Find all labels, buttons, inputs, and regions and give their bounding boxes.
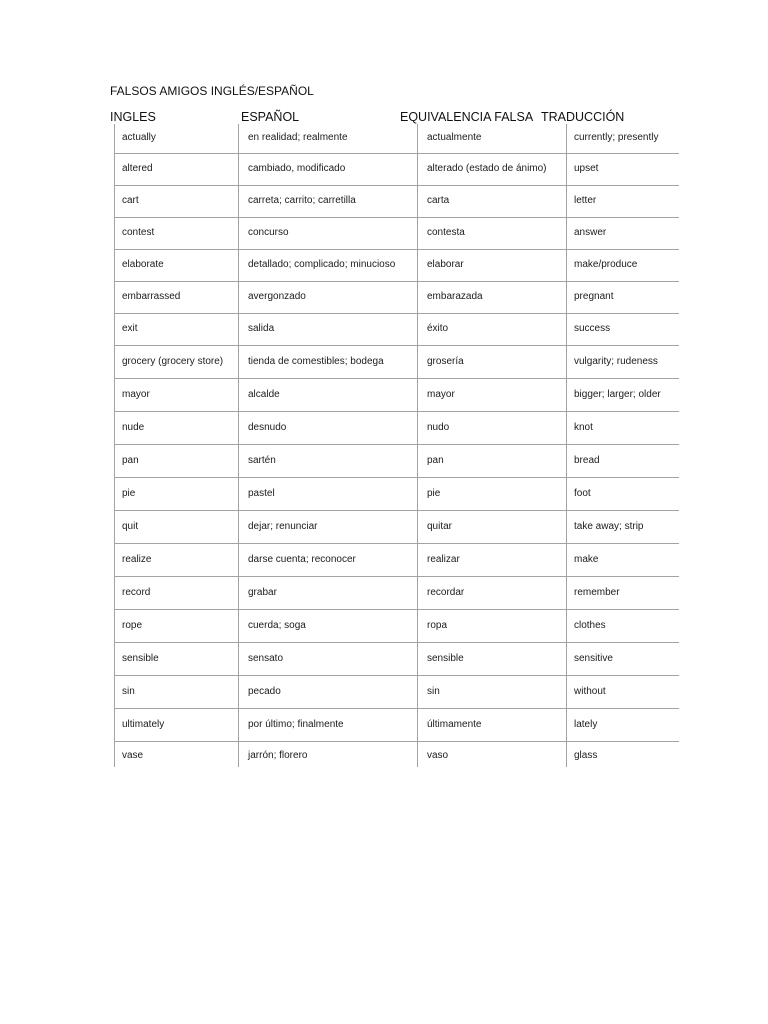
column-header-spanish: ESPAÑOL: [241, 110, 300, 124]
cell-english: exit: [115, 313, 239, 345]
cell-english: rope: [115, 609, 239, 642]
cell-spanish: salida: [239, 313, 418, 345]
table-row: [115, 642, 680, 675]
cell-translation: success: [567, 313, 680, 345]
cell-false-equivalent: pie: [418, 477, 567, 510]
table-row: [115, 576, 680, 609]
cell-false-equivalent: recordar: [418, 576, 567, 609]
table-row: [115, 675, 680, 708]
cell-translation: bread: [567, 444, 680, 477]
cell-spanish: sensato: [239, 642, 418, 675]
cell-spanish: dejar; renunciar: [239, 510, 418, 543]
cell-english: vase: [115, 741, 239, 767]
cell-translation: answer: [567, 217, 680, 249]
cell-spanish: por último; finalmente: [239, 708, 418, 741]
table-row: [115, 345, 680, 378]
table-row: [115, 411, 680, 444]
cell-spanish: avergonzado: [239, 281, 418, 313]
cell-english: contest: [115, 217, 239, 249]
table-row: [115, 609, 680, 642]
cell-false-equivalent: sin: [418, 675, 567, 708]
cell-translation: sensitive: [567, 642, 680, 675]
cell-spanish: grabar: [239, 576, 418, 609]
cell-english: ultimately: [115, 708, 239, 741]
table-row: [115, 444, 680, 477]
table-row: [115, 153, 680, 185]
cell-translation: make/produce: [567, 249, 680, 281]
cell-false-equivalent: embarazada: [418, 281, 567, 313]
cell-translation: foot: [567, 477, 680, 510]
page-title: FALSOS AMIGOS INGLÉS/ESPAÑOL: [110, 84, 314, 98]
cell-translation: bigger; larger; older: [567, 378, 680, 411]
cell-english: record: [115, 576, 239, 609]
cell-spanish: alcalde: [239, 378, 418, 411]
cell-spanish: jarrón; florero: [239, 741, 418, 767]
false-friends-table: [114, 124, 679, 767]
cell-false-equivalent: pan: [418, 444, 567, 477]
table-row: [115, 510, 680, 543]
cell-english: nude: [115, 411, 239, 444]
cell-spanish: pastel: [239, 477, 418, 510]
cell-english: mayor: [115, 378, 239, 411]
cell-false-equivalent: vaso: [418, 741, 567, 767]
cell-english: pie: [115, 477, 239, 510]
cell-translation: clothes: [567, 609, 680, 642]
cell-false-equivalent: nudo: [418, 411, 567, 444]
cell-english: elaborate: [115, 249, 239, 281]
cell-spanish: darse cuenta; reconocer: [239, 543, 418, 576]
cell-translation: letter: [567, 185, 680, 217]
table-row: [115, 281, 680, 313]
table-row: [115, 249, 680, 281]
cell-false-equivalent: quitar: [418, 510, 567, 543]
cell-false-equivalent: éxito: [418, 313, 567, 345]
cell-english: embarrassed: [115, 281, 239, 313]
cell-translation: lately: [567, 708, 680, 741]
cell-english: altered: [115, 153, 239, 185]
cell-false-equivalent: últimamente: [418, 708, 567, 741]
cell-spanish: tienda de comestibles; bodega: [239, 345, 418, 378]
table-row: [115, 741, 680, 767]
cell-english: sensible: [115, 642, 239, 675]
column-header-translation: TRADUCCIÓN: [541, 110, 625, 124]
cell-english: quit: [115, 510, 239, 543]
cell-spanish: cuerda; soga: [239, 609, 418, 642]
cell-translation: upset: [567, 153, 680, 185]
cell-translation: make: [567, 543, 680, 576]
cell-translation: currently; presently: [567, 124, 680, 153]
table-row: [115, 708, 680, 741]
column-header-false-equivalent: EQUIVALENCIA FALSA: [400, 110, 534, 124]
cell-spanish: concurso: [239, 217, 418, 249]
cell-false-equivalent: ropa: [418, 609, 567, 642]
table-row: [115, 378, 680, 411]
cell-spanish: sartén: [239, 444, 418, 477]
cell-translation: knot: [567, 411, 680, 444]
cell-translation: remember: [567, 576, 680, 609]
cell-spanish: en realidad; realmente: [239, 124, 418, 153]
table-row: [115, 124, 680, 153]
cell-translation: glass: [574, 750, 598, 762]
table-row: [115, 543, 680, 576]
cell-translation: take away; strip: [567, 510, 680, 543]
cell-spanish: detallado; complicado; minucioso: [239, 249, 418, 281]
cell-false-equivalent: elaborar: [418, 249, 567, 281]
cell-english: actually: [115, 124, 239, 153]
cell-english: cart: [115, 185, 239, 217]
cell-false-equivalent: sensible: [418, 642, 567, 675]
table-row: [115, 313, 680, 345]
column-header-english: INGLES: [110, 110, 156, 124]
cell-false-equivalent: realizar: [418, 543, 567, 576]
cell-false-equivalent: carta: [418, 185, 567, 217]
cell-spanish: pecado: [239, 675, 418, 708]
cell-english: sin: [115, 675, 239, 708]
cell-spanish: desnudo: [239, 411, 418, 444]
cell-translation: pregnant: [567, 281, 680, 313]
cell-false-equivalent: grosería: [418, 345, 567, 378]
cell-spanish: cambiado, modificado: [239, 153, 418, 185]
cell-english: grocery (grocery store): [115, 345, 239, 378]
cell-english: realize: [115, 543, 239, 576]
cell-translation: vulgarity; rudeness: [567, 345, 680, 378]
table-row: [115, 477, 680, 510]
table-row: [115, 217, 680, 249]
cell-false-equivalent: contesta: [418, 217, 567, 249]
cell-spanish: carreta; carrito; carretilla: [239, 185, 418, 217]
cell-translation: without: [567, 675, 680, 708]
table-row: [115, 185, 680, 217]
cell-false-equivalent: alterado (estado de ánimo): [418, 153, 567, 185]
cell-false-equivalent: actualmente: [418, 124, 567, 153]
cell-english: pan: [115, 444, 239, 477]
cell-false-equivalent: mayor: [418, 378, 567, 411]
